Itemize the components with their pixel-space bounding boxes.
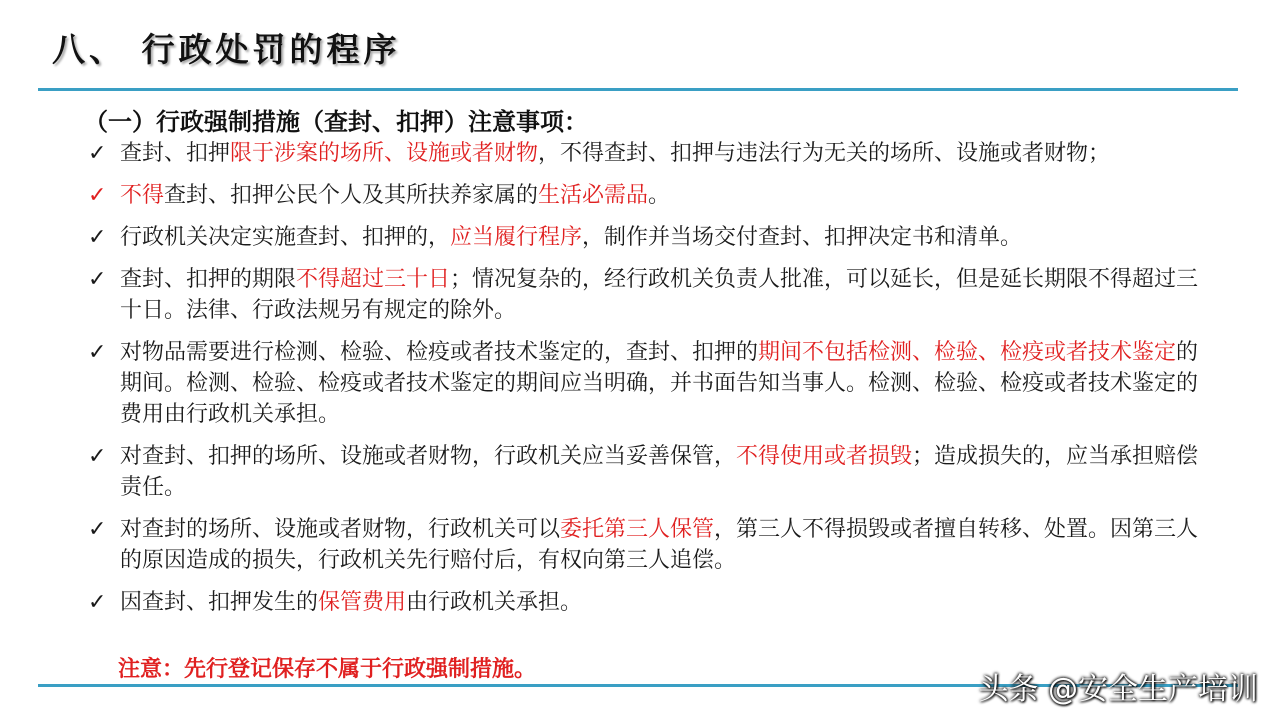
checkmark-icon: ✓	[88, 590, 107, 615]
list-item	[88, 180, 1208, 211]
checkmark-icon: ✓	[88, 183, 107, 208]
list-item-text	[120, 337, 1208, 430]
list-item	[88, 441, 1208, 503]
highlight-text: 期间不包括检测、检验、检疫或者技术鉴定	[758, 340, 1177, 365]
body-text: 查封、扣押公民个人及其所扶养家属的	[164, 183, 539, 208]
highlight-text: 不得超过三十日	[296, 267, 451, 292]
checkmark-icon: ✓	[88, 225, 107, 250]
list-item	[88, 337, 1208, 430]
notice-list	[88, 138, 1208, 629]
list-item-text	[120, 222, 1208, 253]
title-divider	[38, 88, 1238, 91]
highlight-text: 限于涉案的场所、设施或者财物	[230, 141, 539, 166]
watermark: 头条 @安全生产培训	[978, 672, 1258, 707]
list-item-text	[120, 180, 1208, 211]
highlight-text: 委托第三人保管	[560, 517, 715, 542]
list-item-text	[120, 514, 1208, 576]
body-text: 查封、扣押	[120, 141, 231, 166]
highlight-text: 保管费用	[318, 590, 407, 615]
checkmark-icon: ✓	[88, 267, 107, 292]
checkmark-icon: ✓	[88, 444, 107, 469]
highlight-text: 不得使用或者损毁	[736, 444, 913, 469]
checkmark-icon: ✓	[88, 517, 107, 542]
body-text: 由行政机关承担。	[406, 590, 583, 615]
list-item	[88, 138, 1208, 169]
list-item-text	[120, 138, 1208, 169]
body-text: 对查封的场所、设施或者财物，行政机关可以	[120, 517, 561, 542]
body-text: ；造成损失的，应当承担赔偿责任。	[120, 444, 1199, 500]
body-text: ；情况复杂的，经行政机关负责人批准，可以延长，但是延长期限不得超过三十日。法律、行政法规另有规定的除外。	[120, 267, 1199, 323]
body-text: 对物品需要进行检测、检验、检疫或者技术鉴定的，查封、扣押的	[120, 340, 759, 365]
section-subtitle: （一）行政强制措施（查封、扣押）注意事项：	[84, 107, 588, 136]
list-item-text	[120, 441, 1208, 503]
body-text: 对查封、扣押的场所、设施或者财物，行政机关应当妥善保管，	[120, 444, 737, 469]
list-item-text	[120, 587, 1208, 618]
highlight-text: 不得	[120, 183, 165, 208]
body-text: 行政机关决定实施查封、扣押的，	[120, 225, 451, 250]
body-text: 的期间。检测、检验、检疫或者技术鉴定的期间应当明确，并书面告知当事人。检测、检验、检疫或者技术鉴定的费用由行政机关承担。	[120, 340, 1199, 427]
body-text: 因查封、扣押发生的	[120, 590, 319, 615]
note-text: 注意：先行登记保存不属于行政强制措施。	[118, 656, 537, 682]
body-text: ，第三人不得损毁或者擅自转移、处置。因第三人的原因造成的损失，行政机关先行赔付后，有权向第三人追偿。	[120, 517, 1199, 573]
list-item-text	[120, 264, 1208, 326]
highlight-text: 应当履行程序	[450, 225, 583, 250]
list-item	[88, 264, 1208, 326]
list-item	[88, 587, 1208, 618]
body-text: ，不得查封、扣押与违法行为无关的场所、设施或者财物；	[538, 141, 1111, 166]
body-text: 。	[648, 183, 671, 208]
body-text: ，制作并当场交付查封、扣押决定书和清单。	[582, 225, 1023, 250]
checkmark-icon: ✓	[88, 340, 107, 365]
slide-title: 八、 行政处罚的程序	[52, 30, 401, 69]
list-item	[88, 222, 1208, 253]
body-text: 查封、扣押的期限	[120, 267, 297, 292]
highlight-text: 生活必需品	[538, 183, 649, 208]
list-item	[88, 514, 1208, 576]
checkmark-icon: ✓	[88, 141, 107, 166]
